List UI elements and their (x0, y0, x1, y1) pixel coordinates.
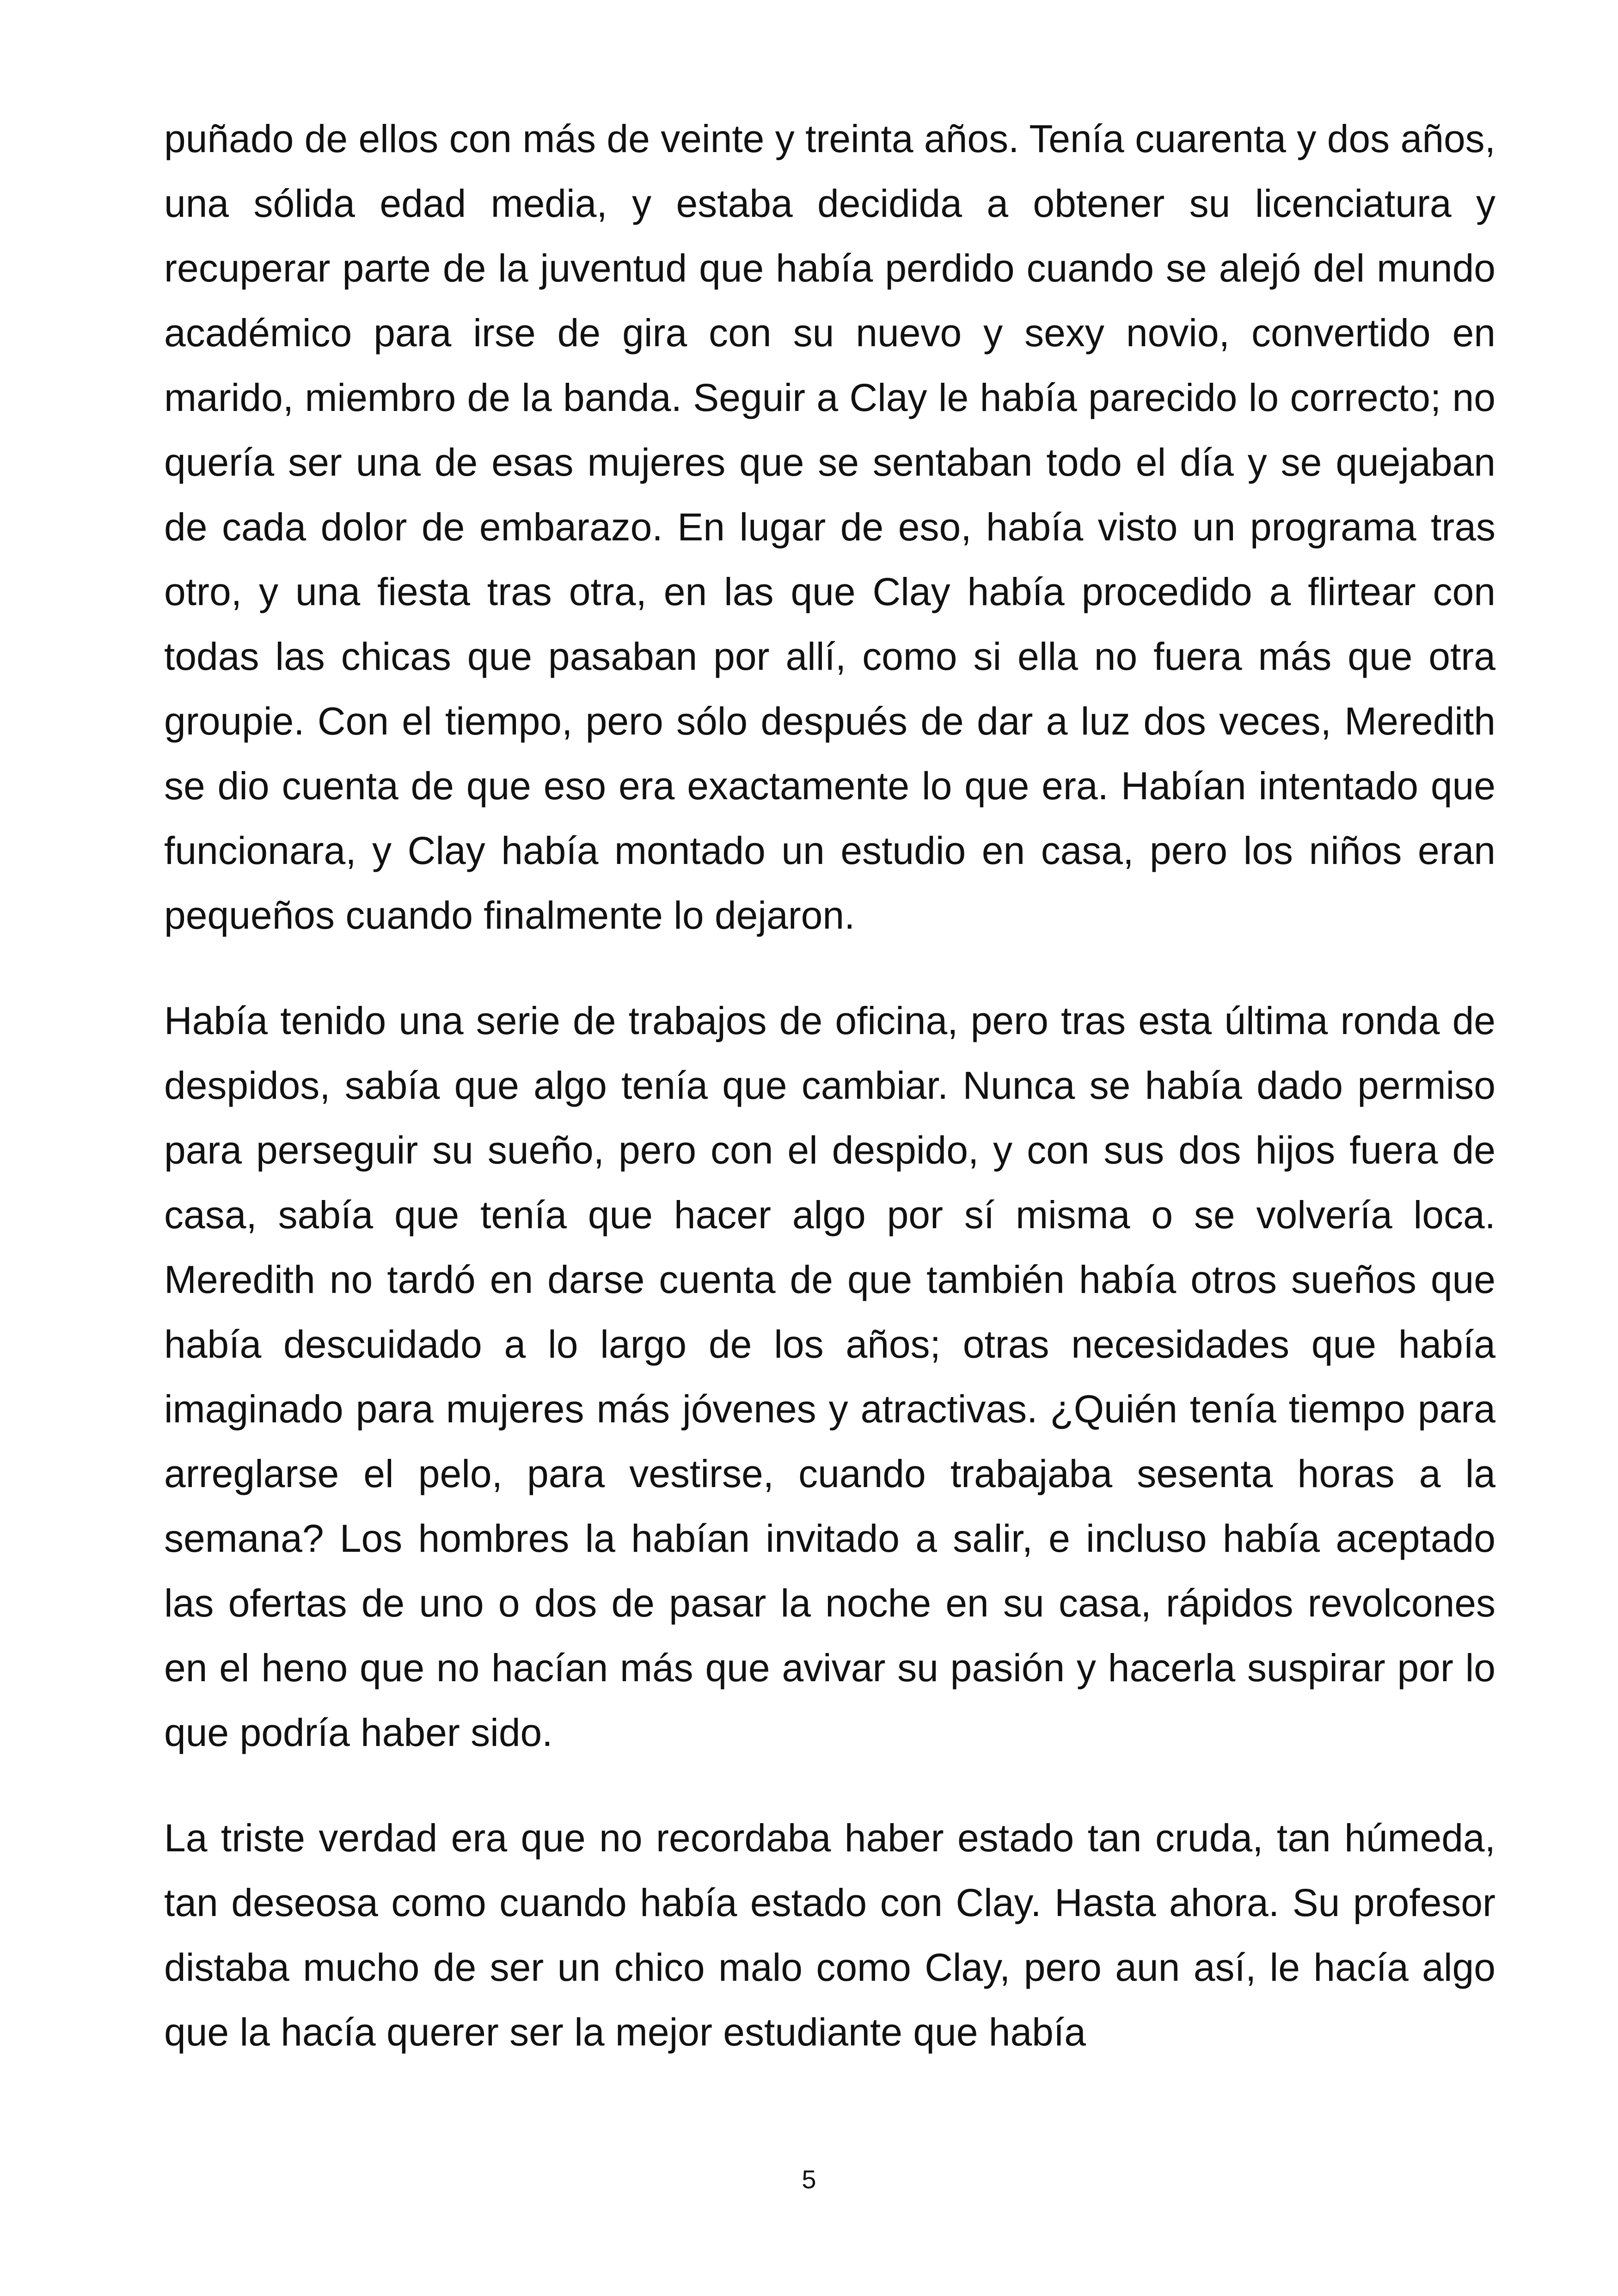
paragraph-1: puñado de ellos con más de veinte y treinta años. Tenía cuarenta y dos años, una sólida edad media, y estaba decidida a obtener su licenciatura y recuperar parte de la juventud que había perdido cuando se alejó del mundo académico para irse de gira con su nuevo y sexy novio, convertido en marido, miembro de la banda. Seguir a Clay le había parecido lo correcto; no quería ser una de esas mujeres que se sentaban todo el día y se quejaban de cada dolor de embarazo. En lugar de eso, había visto un programa tras otro, y una fiesta tras otra, en las que Clay había procedido a flirtear con todas las chicas que pasaban por allí, como si ella no fuera más que otra groupie. Con el tiempo, pero sólo después de dar a luz dos veces, Meredith se dio cuenta de que eso era exactamente lo que era. Habían intentado que funcionara, y Clay había montado un estudio en casa, pero los niños eran pequeños cuando finalmente lo dejaron. (164, 117, 1495, 937)
body-text (164, 106, 1495, 2064)
paragraph-2: Había tenido una serie de trabajos de oficina, pero tras esta última ronda de despidos, sabía que algo tenía que cambiar. Nunca se había dado permiso para perseguir su sueño, pero con el despido, y con sus dos hijos fuera de casa, sabía que tenía que hacer algo por sí misma o se volvería loca. Meredith no tardó en darse cuenta de que también había otros sueños que había descuidado a lo largo de los años; otras necesidades que había imaginado para mujeres más jóvenes y atractivas. ¿Quién tenía tiempo para arreglarse el pelo, para vestirse, cuando trabajaba sesenta horas a la semana? Los hombres la habían invitado a salir, e incluso había aceptado las ofertas de uno o dos de pasar la noche en su casa, rápidos revolcones en el heno que no hacían más que avivar su pasión y hacerla suspirar por lo que podría haber sido. (164, 999, 1495, 1754)
page-number: 5 (802, 2165, 816, 2194)
paragraph-3: La triste verdad era que no recordaba haber estado tan cruda, tan húmeda, tan deseosa como cuando había estado con Clay. Hasta ahora. Su profesor distaba mucho de ser un chico malo como Clay, pero aun así, le hacía algo que la hacía querer ser la mejor estudiante que había (164, 1816, 1495, 2054)
